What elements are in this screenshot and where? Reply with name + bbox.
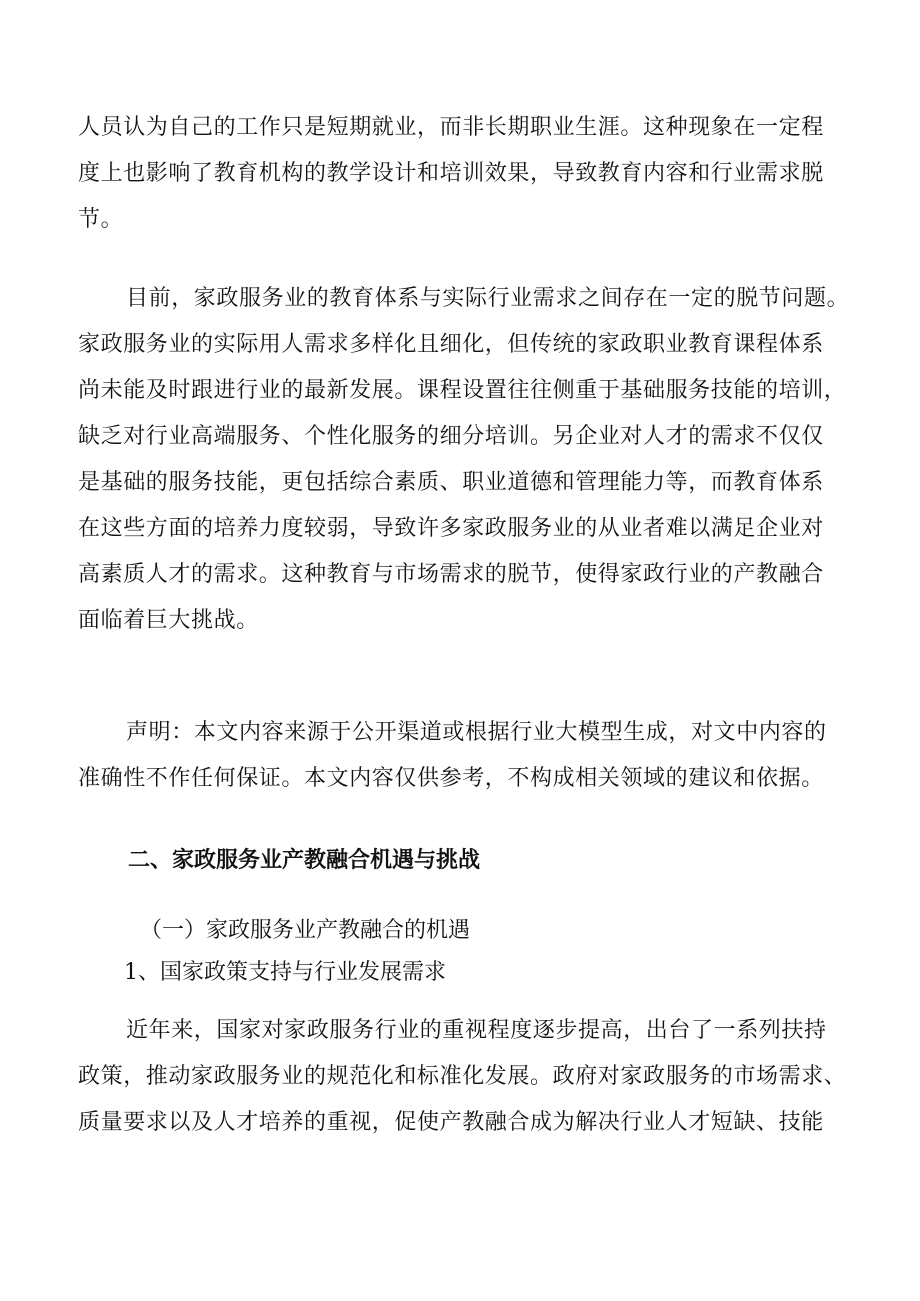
section-heading: 二、家政服务业产教融合机遇与挑战 bbox=[128, 848, 481, 873]
paragraph-continuation bbox=[78, 105, 848, 243]
text-line: 在这些方面的培养力度较弱，导致许多家政服务业的从业者难以满足企业对 bbox=[78, 516, 824, 541]
text-line: 目前，家政服务业的教育体系与实际行业需求之间存在一定的脱节问题。 bbox=[126, 286, 850, 311]
item-heading: 1、国家政策支持与行业发展需求 bbox=[124, 960, 446, 985]
text-line: 尚未能及时跟进行业的最新发展。课程设置往往侧重于基础服务技能的培训， bbox=[78, 378, 847, 403]
text-line: 度上也影响了教育机构的教学设计和培训效果，导致教育内容和行业需求脱 bbox=[78, 161, 824, 186]
text-line: 高素质人才的需求。这种教育与市场需求的脱节，使得家政行业的产教融合 bbox=[78, 562, 824, 587]
text-line: 质量要求以及人才培养的重视，促使产教融合成为解决行业人才短缺、技能 bbox=[78, 1110, 824, 1135]
text-line: 人员认为自己的工作只是短期就业，而非长期职业生涯。这种现象在一定程 bbox=[78, 115, 824, 140]
text-line: 近年来，国家对家政服务行业的重视程度逐步提高，出台了一系列扶持 bbox=[126, 1018, 827, 1043]
paragraph-education-gap bbox=[78, 276, 848, 644]
text-line: 家政服务业的实际用人需求多样化且细化，但传统的家政职业教育课程体系 bbox=[78, 332, 824, 357]
subsection-heading: （一）家政服务业产教融合的机遇 bbox=[140, 918, 471, 943]
text-line: 声明：本文内容来源于公开渠道或根据行业大模型生成，对文中内容的 bbox=[126, 720, 827, 745]
paragraph-policy-support bbox=[78, 1008, 848, 1146]
text-line: 准确性不作任何保证。本文内容仅供参考，不构成相关领域的建议和依据。 bbox=[78, 766, 824, 791]
text-line: 节。 bbox=[78, 207, 124, 232]
text-line: 是基础的服务技能，更包括综合素质、职业道德和管理能力等，而教育体系 bbox=[78, 470, 824, 495]
text-line: 缺乏对行业高端服务、个性化服务的细分培训。另企业对人才的需求不仅仅 bbox=[78, 424, 824, 449]
text-line: 政策，推动家政服务业的规范化和标准化发展。政府对家政服务的市场需求、 bbox=[78, 1064, 847, 1089]
text-line: 面临着巨大挑战。 bbox=[78, 608, 259, 633]
disclaimer-paragraph bbox=[78, 710, 848, 802]
